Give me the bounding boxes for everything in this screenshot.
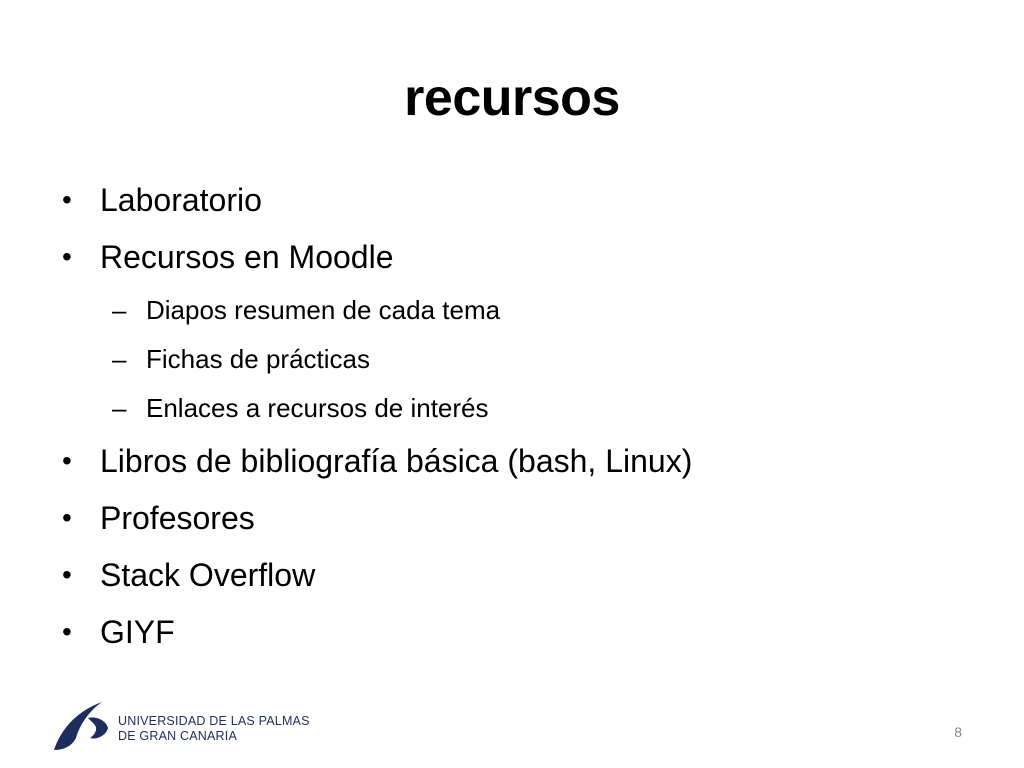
- list-item: [60, 612, 980, 652]
- list-item-text: Recursos en Moodle: [100, 239, 394, 275]
- sub-list-item-text: Enlaces a recursos de interés: [146, 393, 489, 423]
- list-item: [60, 498, 980, 538]
- bullet-dot: •: [62, 445, 72, 476]
- ulpgc-emblem-icon: [50, 696, 114, 752]
- sub-list-item: [60, 392, 980, 424]
- bullet-dot: •: [62, 502, 72, 533]
- bullet-dash: –: [112, 344, 127, 374]
- sub-list-item-text: Fichas de prácticas: [146, 344, 370, 374]
- list-item: [60, 237, 980, 277]
- slide-title: recursos: [404, 69, 620, 127]
- list-item-text: Profesores: [100, 500, 255, 536]
- list-item: [60, 441, 980, 481]
- sub-list-item: [60, 343, 980, 375]
- page-number: 8: [954, 724, 962, 740]
- logo-text: [118, 714, 310, 744]
- list-item: [60, 555, 980, 595]
- list-item-text: GIYF: [100, 614, 175, 650]
- list-item-text: Stack Overflow: [100, 557, 316, 593]
- logo-line-1: UNIVERSIDAD DE LAS PALMAS: [118, 714, 310, 728]
- bullet-dash: –: [112, 393, 127, 423]
- list-item-text: Laboratorio: [100, 182, 262, 218]
- list-item: [60, 180, 980, 220]
- bullet-dot: •: [62, 559, 72, 590]
- bullet-dot: •: [62, 184, 72, 215]
- bullet-dot: •: [62, 616, 72, 647]
- bullet-list: [60, 180, 980, 669]
- university-logo: [50, 696, 310, 752]
- logo-line-2: DE GRAN CANARIA: [118, 729, 237, 743]
- list-item-text: Libros de bibliografía básica (bash, Linux): [100, 443, 693, 479]
- sub-list-item-text: Diapos resumen de cada tema: [146, 295, 501, 325]
- sub-list-item: [60, 294, 980, 326]
- bullet-dot: •: [62, 241, 72, 272]
- bullet-dash: –: [112, 295, 127, 325]
